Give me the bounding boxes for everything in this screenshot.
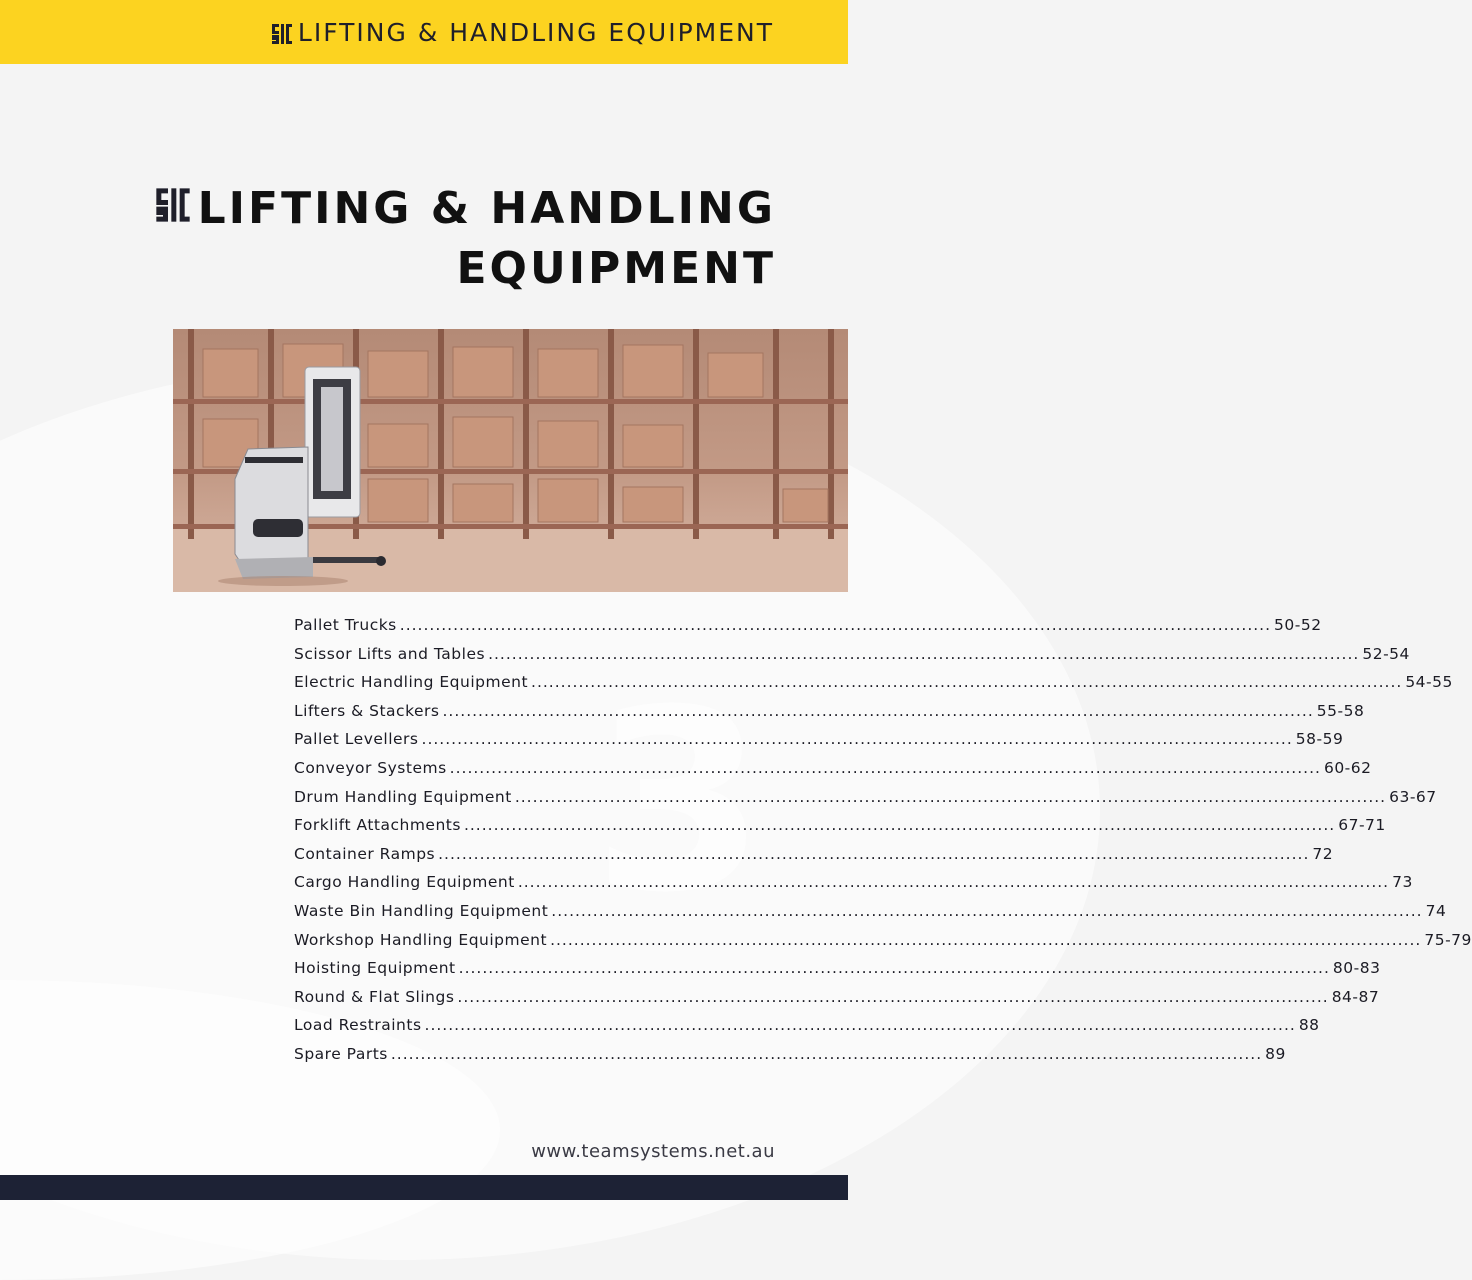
- team-systems-logo-icon: [271, 22, 293, 50]
- section-number: 3: [592, 656, 766, 947]
- footer-bar: [0, 1175, 848, 1200]
- warehouse-illustration: [173, 329, 848, 592]
- toc-entry[interactable]: [294, 783, 1437, 812]
- toc-entry-pages: 55-58: [1316, 701, 1365, 720]
- toc-entry-label: Workshop Handling Equipment: [294, 930, 548, 949]
- toc-entry-pages: 75-79: [1424, 930, 1472, 949]
- toc-entry[interactable]: [294, 754, 1372, 783]
- table-of-contents: [294, 611, 1472, 1069]
- toc-entry-label: Pallet Levellers: [294, 730, 419, 749]
- toc-entry[interactable]: [294, 954, 1381, 983]
- toc-entry[interactable]: [294, 840, 1334, 869]
- toc-entry-label: Cargo Handling Equipment: [294, 873, 515, 892]
- toc-entry-label: Load Restraints: [294, 1016, 422, 1035]
- toc-entry[interactable]: [294, 811, 1386, 840]
- toc-dot-leader: [400, 611, 1271, 640]
- toc-entry-label: Conveyor Systems: [294, 758, 447, 777]
- toc-entry-label: Waste Bin Handling Equipment: [294, 901, 549, 920]
- page-title: [154, 180, 776, 298]
- toc-entry[interactable]: [294, 640, 1410, 669]
- toc-entry-pages: 50-52: [1274, 616, 1322, 634]
- toc-entry-pages: 58-59: [1295, 730, 1344, 749]
- toc-entry[interactable]: [294, 611, 1322, 640]
- toc-dot-leader: [515, 783, 1386, 812]
- toc-dot-leader: [450, 754, 1321, 783]
- toc-entry-label: Forklift Attachments: [294, 816, 461, 835]
- toc-entry-label: Hoisting Equipment: [294, 959, 456, 978]
- header-title: LIFTING & HANDLING EQUIPMENT: [297, 18, 774, 47]
- toc-dot-leader: [459, 954, 1330, 983]
- team-systems-logo-icon: [154, 182, 192, 240]
- toc-dot-leader: [425, 1011, 1296, 1040]
- toc-dot-leader: [550, 926, 1421, 955]
- toc-entry-pages: 72: [1312, 844, 1334, 863]
- website-url[interactable]: www.teamsystems.net.au: [531, 1141, 775, 1162]
- toc-entry-label: Pallet Trucks: [294, 616, 397, 634]
- toc-dot-leader: [438, 840, 1309, 869]
- toc-entry-label: Round & Flat Slings: [294, 987, 455, 1006]
- toc-entry-pages: 54-55: [1405, 673, 1453, 692]
- toc-entry-pages: 88: [1298, 1016, 1320, 1035]
- toc-entry-label: Electric Handling Equipment: [294, 673, 529, 692]
- toc-dot-leader: [531, 668, 1402, 697]
- toc-entry-pages: 52-54: [1362, 644, 1410, 663]
- toc-entry-pages: 74: [1425, 901, 1447, 920]
- toc-entry[interactable]: [294, 1040, 1286, 1069]
- toc-entry[interactable]: [294, 1011, 1320, 1040]
- toc-entry-label: Container Ramps: [294, 844, 436, 863]
- toc-entry-pages: 84-87: [1331, 987, 1380, 1006]
- toc-entry-label: Scissor Lifts and Tables: [294, 644, 486, 663]
- toc-entry-label: Spare Parts: [294, 1044, 388, 1063]
- toc-entry-pages: 60-62: [1323, 758, 1372, 777]
- toc-entry-pages: 80-83: [1332, 959, 1381, 978]
- toc-entry[interactable]: [294, 725, 1344, 754]
- page-title-line2: EQUIPMENT: [456, 243, 776, 294]
- toc-entry-pages: 63-67: [1389, 787, 1437, 806]
- toc-entry[interactable]: [294, 897, 1447, 926]
- page-title-line1: LIFTING & HANDLING: [197, 183, 776, 234]
- toc-dot-leader: [391, 1040, 1262, 1069]
- toc-entry[interactable]: [294, 983, 1380, 1012]
- toc-entry-pages: 73: [1392, 873, 1413, 892]
- toc-dot-leader: [518, 868, 1389, 897]
- toc-entry[interactable]: [294, 926, 1472, 955]
- toc-dot-leader: [488, 640, 1359, 669]
- toc-entry-pages: 67-71: [1338, 816, 1386, 835]
- toc-entry-pages: 89: [1265, 1044, 1286, 1063]
- header-bar: [0, 0, 848, 64]
- toc-entry[interactable]: [294, 697, 1365, 726]
- toc-entry-label: Lifters & Stackers: [294, 701, 440, 720]
- toc-dot-leader: [422, 725, 1293, 754]
- toc-dot-leader: [551, 897, 1422, 926]
- toc-dot-leader: [442, 697, 1313, 726]
- toc-dot-leader: [457, 983, 1328, 1012]
- toc-entry[interactable]: [294, 868, 1413, 897]
- toc-dot-leader: [464, 811, 1335, 840]
- toc-entry-label: Drum Handling Equipment: [294, 787, 512, 806]
- toc-entry[interactable]: [294, 668, 1453, 697]
